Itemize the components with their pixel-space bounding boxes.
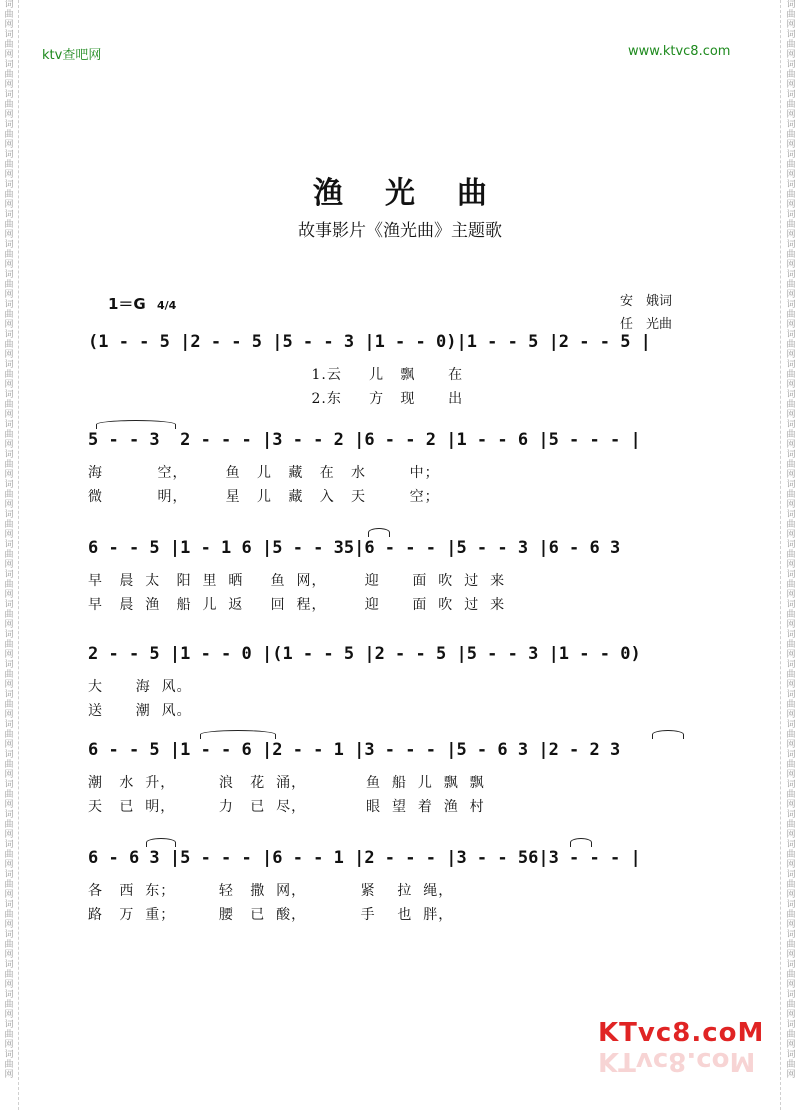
side-watermark-glyph: 曲 [786, 430, 796, 440]
site-name[interactable]: ktv查吧网 [42, 48, 102, 63]
side-watermark-glyph: 网 [786, 620, 796, 630]
side-watermark-glyph: 词 [4, 240, 14, 250]
side-watermark-glyph: 词 [4, 630, 14, 640]
side-watermark-glyph: 词 [786, 510, 796, 520]
side-watermark-glyph: 曲 [786, 610, 796, 620]
notation-line: (1 - - 5 |2 - - 5 |5 - - 3 |1 - - 0)|1 - - 5 |2 - - 5 | [88, 332, 651, 352]
side-watermark-glyph: 词 [786, 300, 796, 310]
side-watermark-glyph: 词 [786, 930, 796, 940]
side-watermark-glyph: 曲 [786, 130, 796, 140]
side-watermark-glyph: 词 [786, 750, 796, 760]
side-watermark-glyph: 曲 [4, 580, 14, 590]
side-watermark-glyph: 曲 [786, 100, 796, 110]
side-watermark-glyph: 词 [4, 750, 14, 760]
side-watermark-glyph: 曲 [786, 1000, 796, 1010]
side-watermark-glyph: 曲 [4, 130, 14, 140]
side-watermark-glyph: 网 [4, 1070, 14, 1080]
composer-credit: 任 光曲 [620, 317, 673, 332]
side-watermark-glyph: 曲 [4, 100, 14, 110]
side-watermark-glyph: 曲 [786, 310, 796, 320]
side-watermark-glyph: 网 [786, 80, 796, 90]
side-watermark-glyph: 网 [4, 620, 14, 630]
side-watermark-glyph: 曲 [786, 460, 796, 470]
side-watermark-glyph: 曲 [4, 640, 14, 650]
site-logo-reflection: KTvc8.coM [598, 1046, 756, 1076]
side-watermark-glyph: 网 [4, 110, 14, 120]
song-title: 渔光曲 [313, 176, 529, 211]
side-watermark-glyph: 曲 [786, 160, 796, 170]
side-watermark-glyph: 网 [4, 500, 14, 510]
slur-mark [652, 730, 684, 739]
lyric-verse-2: 微 明， 星 儿 藏 入 天 空； [88, 489, 440, 505]
side-watermark-glyph: 网 [4, 260, 14, 270]
side-watermark-glyph: 词 [4, 480, 14, 490]
lyric-verse-1: 早 晨 太 阳 里 晒 鱼 网， 迎 面 吹 过 来 [88, 573, 506, 589]
side-watermark-glyph: 词 [786, 870, 796, 880]
side-watermark-glyph: 词 [4, 900, 14, 910]
side-watermark-glyph: 曲 [4, 220, 14, 230]
lyric-verse-2: 送 潮 风。 [88, 703, 192, 719]
lyric-verse-2: 路 万 重； 腰 已 酸， 手 也 胖， [88, 907, 454, 923]
score-row-4 [0, 642, 800, 742]
side-watermark-glyph: 曲 [786, 970, 796, 980]
side-watermark-glyph: 曲 [4, 1030, 14, 1040]
side-watermark-glyph: 词 [4, 30, 14, 40]
side-watermark-glyph: 曲 [4, 610, 14, 620]
side-watermark-glyph: 词 [4, 180, 14, 190]
side-watermark-glyph: 词 [786, 810, 796, 820]
side-watermark-glyph: 词 [4, 960, 14, 970]
side-watermark-glyph: 曲 [4, 340, 14, 350]
side-watermark-glyph: 曲 [4, 880, 14, 890]
lyric-verse-2: 2.东 方 现 出 [88, 391, 464, 407]
side-watermark-glyph: 词 [4, 420, 14, 430]
side-watermark-glyph: 网 [4, 890, 14, 900]
side-watermark-glyph: 网 [786, 320, 796, 330]
score-row-3 [0, 536, 800, 636]
side-watermark-glyph: 网 [786, 200, 796, 210]
side-watermark-glyph: 网 [786, 860, 796, 870]
side-watermark-glyph: 曲 [786, 850, 796, 860]
side-watermark-glyph: 词 [4, 990, 14, 1000]
side-watermark-glyph: 词 [4, 780, 14, 790]
side-watermark-glyph: 网 [4, 200, 14, 210]
side-watermark-glyph: 词 [4, 300, 14, 310]
side-watermark-glyph: 词 [786, 1050, 796, 1060]
side-watermark-glyph: 词 [786, 480, 796, 490]
side-watermark-glyph: 曲 [786, 70, 796, 80]
side-watermark-glyph: 网 [786, 50, 796, 60]
side-watermark-glyph: 网 [4, 530, 14, 540]
side-watermark-glyph: 曲 [786, 370, 796, 380]
side-watermark-glyph: 曲 [786, 1030, 796, 1040]
side-watermark-glyph: 网 [4, 50, 14, 60]
side-watermark-glyph: 曲 [4, 1000, 14, 1010]
side-watermark-glyph: 曲 [4, 790, 14, 800]
side-watermark-glyph: 网 [786, 830, 796, 840]
side-watermark-glyph: 网 [786, 20, 796, 30]
side-watermark-glyph: 网 [4, 680, 14, 690]
side-watermark-glyph: 词 [786, 330, 796, 340]
side-watermark-glyph: 网 [4, 20, 14, 30]
lyricist-credit: 安 娥词 [620, 294, 673, 309]
side-watermark-glyph: 曲 [786, 580, 796, 590]
side-watermark-glyph: 词 [786, 60, 796, 70]
side-watermark-glyph: 网 [4, 920, 14, 930]
side-watermark-glyph: 词 [786, 30, 796, 40]
side-watermark-glyph: 曲 [4, 310, 14, 320]
side-watermark-glyph: 网 [786, 1040, 796, 1050]
lyric-verse-1: 各 西 东； 轻 撒 网， 紧 拉 绳， [88, 883, 454, 899]
side-watermark-glyph: 曲 [786, 400, 796, 410]
side-watermark-glyph: 网 [786, 530, 796, 540]
side-watermark-glyph: 网 [786, 440, 796, 450]
side-watermark-glyph: 词 [786, 0, 796, 10]
side-watermark-glyph: 词 [786, 960, 796, 970]
side-watermark-glyph: 网 [786, 380, 796, 390]
lyric-verse-1: 1.云 儿 飘 在 [88, 367, 464, 383]
site-url[interactable]: www.ktvc8.com [628, 44, 731, 59]
side-watermark-glyph: 词 [4, 570, 14, 580]
side-watermark-glyph: 网 [4, 320, 14, 330]
side-watermark-glyph: 网 [4, 380, 14, 390]
side-watermark-glyph: 网 [786, 980, 796, 990]
side-watermark-glyph: 曲 [786, 940, 796, 950]
key-label: 1＝G [108, 295, 146, 313]
side-watermark-glyph: 网 [4, 740, 14, 750]
side-watermark-glyph: 词 [4, 450, 14, 460]
side-watermark-glyph: 曲 [4, 520, 14, 530]
side-watermark-glyph: 曲 [4, 460, 14, 470]
side-watermark-glyph: 词 [4, 510, 14, 520]
side-watermark-glyph: 词 [4, 690, 14, 700]
side-watermark-glyph: 词 [4, 330, 14, 340]
side-watermark-glyph: 曲 [786, 880, 796, 890]
side-watermark-glyph: 曲 [786, 520, 796, 530]
side-watermark-glyph: 曲 [786, 190, 796, 200]
side-watermark-glyph: 曲 [786, 1060, 796, 1070]
side-watermark-glyph: 曲 [4, 820, 14, 830]
side-watermark-glyph: 网 [4, 170, 14, 180]
side-watermark-glyph: 词 [786, 360, 796, 370]
side-watermark-glyph: 曲 [786, 640, 796, 650]
side-watermark-glyph: 词 [4, 870, 14, 880]
side-watermark-glyph: 网 [786, 260, 796, 270]
side-watermark-glyph: 网 [786, 500, 796, 510]
notation-line: 6 - - 5 |1 - - 6 |2 - - 1 |3 - - - |5 - 6 3 |2 - 2 3 [88, 740, 621, 760]
score-row-5 [0, 738, 800, 838]
side-watermark-glyph: 曲 [4, 250, 14, 260]
side-watermark-glyph: 词 [786, 390, 796, 400]
side-watermark-glyph: 词 [786, 660, 796, 670]
side-watermark-glyph: 词 [786, 780, 796, 790]
side-watermark-glyph: 词 [786, 840, 796, 850]
side-watermark-glyph: 网 [4, 80, 14, 90]
song-subtitle: 故事影片《渔光曲》主题歌 [298, 221, 502, 241]
side-watermark-glyph: 曲 [4, 1060, 14, 1070]
lyric-verse-1: 大 海 风。 [88, 679, 192, 695]
key-signature [108, 293, 176, 314]
side-watermark-glyph: 曲 [786, 280, 796, 290]
side-watermark-glyph: 网 [4, 860, 14, 870]
side-watermark-glyph: 曲 [4, 70, 14, 80]
side-watermark-glyph: 网 [786, 560, 796, 570]
side-watermark-glyph: 词 [786, 420, 796, 430]
side-watermark-glyph: 网 [4, 650, 14, 660]
side-watermark-glyph: 曲 [786, 730, 796, 740]
side-watermark-glyph: 网 [786, 170, 796, 180]
side-watermark-glyph: 网 [786, 230, 796, 240]
side-watermark-glyph: 网 [786, 890, 796, 900]
side-watermark-glyph: 曲 [786, 700, 796, 710]
side-watermark-glyph: 网 [4, 950, 14, 960]
side-watermark-glyph: 网 [786, 680, 796, 690]
side-watermark-glyph: 网 [4, 410, 14, 420]
side-watermark-glyph: 词 [4, 930, 14, 940]
side-watermark-glyph: 词 [4, 120, 14, 130]
side-watermark-glyph: 词 [4, 810, 14, 820]
side-watermark-glyph: 词 [4, 0, 14, 10]
side-watermark-glyph: 网 [786, 110, 796, 120]
side-watermark-glyph: 词 [4, 90, 14, 100]
side-watermark-glyph: 曲 [4, 160, 14, 170]
side-watermark-glyph: 曲 [786, 10, 796, 20]
side-watermark-glyph: 词 [4, 1020, 14, 1030]
side-watermark-glyph: 网 [4, 770, 14, 780]
side-watermark-glyph: 曲 [4, 40, 14, 50]
side-watermark-glyph: 词 [786, 600, 796, 610]
score-row-1 [0, 330, 800, 430]
side-watermark-glyph: 曲 [786, 910, 796, 920]
side-watermark-glyph: 网 [786, 950, 796, 960]
side-watermark-glyph: 词 [786, 120, 796, 130]
side-watermark-glyph: 网 [4, 980, 14, 990]
side-watermark-glyph: 词 [786, 150, 796, 160]
side-watermark-glyph: 曲 [786, 790, 796, 800]
side-watermark-glyph: 网 [786, 1010, 796, 1020]
side-watermark-glyph: 网 [786, 140, 796, 150]
side-watermark-glyph: 词 [4, 150, 14, 160]
side-watermark-glyph: 词 [786, 570, 796, 580]
side-watermark-glyph: 曲 [4, 670, 14, 680]
side-watermark-glyph: 曲 [4, 700, 14, 710]
side-watermark-glyph: 词 [786, 990, 796, 1000]
side-watermark-glyph: 词 [4, 390, 14, 400]
side-watermark-glyph: 网 [786, 650, 796, 660]
side-watermark-glyph: 网 [786, 590, 796, 600]
side-watermark-glyph: 网 [4, 230, 14, 240]
side-watermark-glyph: 网 [4, 470, 14, 480]
side-watermark-glyph: 网 [4, 560, 14, 570]
side-watermark-glyph: 词 [786, 540, 796, 550]
notation-line: 6 - 6 3 |5 - - - |6 - - 1 |2 - - - |3 - - 56|3 - - - | [88, 848, 641, 868]
side-watermark-glyph: 词 [786, 690, 796, 700]
side-watermark-glyph: 曲 [4, 400, 14, 410]
side-watermark-glyph: 曲 [786, 820, 796, 830]
side-watermark-glyph: 曲 [4, 910, 14, 920]
side-watermark-glyph: 网 [786, 710, 796, 720]
score-row-2 [0, 428, 800, 528]
side-watermark-glyph: 曲 [4, 850, 14, 860]
notation-line: 2 - - 5 |1 - - 0 |(1 - - 5 |2 - - 5 |5 - - 3 |1 - - 0) [88, 644, 641, 664]
side-watermark-glyph: 曲 [4, 430, 14, 440]
side-watermark-glyph: 曲 [786, 490, 796, 500]
notation-line: 6 - - 5 |1 - 1 6 |5 - - 35|6 - - - |5 - - 3 |6 - 6 3 [88, 538, 621, 558]
side-watermark-glyph: 网 [4, 830, 14, 840]
side-watermark-glyph: 曲 [4, 490, 14, 500]
side-watermark-glyph: 网 [786, 1070, 796, 1080]
side-watermark-glyph: 网 [4, 290, 14, 300]
side-watermark-glyph: 网 [786, 410, 796, 420]
side-watermark-glyph: 曲 [786, 220, 796, 230]
side-watermark-glyph: 词 [786, 720, 796, 730]
side-watermark-glyph: 词 [786, 450, 796, 460]
side-watermark-glyph: 词 [4, 840, 14, 850]
side-watermark-glyph: 网 [786, 470, 796, 480]
side-watermark-glyph: 网 [4, 800, 14, 810]
side-watermark-glyph: 网 [4, 440, 14, 450]
side-watermark-glyph: 词 [4, 270, 14, 280]
side-watermark-glyph: 曲 [4, 190, 14, 200]
side-watermark-glyph: 曲 [4, 10, 14, 20]
side-watermark-glyph: 曲 [4, 760, 14, 770]
side-watermark-glyph: 网 [4, 1040, 14, 1050]
side-watermark-glyph: 词 [4, 600, 14, 610]
side-watermark-glyph: 网 [786, 290, 796, 300]
side-watermark-glyph: 网 [4, 1010, 14, 1020]
side-watermark-glyph: 词 [786, 180, 796, 190]
side-watermark-glyph: 曲 [786, 340, 796, 350]
side-watermark-glyph: 词 [4, 360, 14, 370]
lyric-verse-1: 潮 水 升， 浪 花 涌， 鱼 船 儿 飘 飘 [88, 775, 485, 791]
side-watermark-glyph: 词 [4, 720, 14, 730]
notation-line: 5 - - 3 2 - - - |3 - - 2 |6 - - 2 |1 - - 6 |5 - - - | [88, 430, 641, 450]
side-watermark-glyph: 曲 [4, 280, 14, 290]
side-watermark-glyph: 网 [786, 800, 796, 810]
side-watermark-glyph: 曲 [4, 370, 14, 380]
side-watermark-glyph: 曲 [786, 250, 796, 260]
side-watermark-glyph: 网 [786, 350, 796, 360]
side-watermark-glyph: 曲 [4, 730, 14, 740]
side-watermark-glyph: 词 [786, 210, 796, 220]
side-watermark-glyph: 网 [4, 590, 14, 600]
side-watermark-glyph: 曲 [4, 550, 14, 560]
side-watermark-glyph: 曲 [786, 670, 796, 680]
side-watermark-glyph: 词 [786, 270, 796, 280]
lyric-verse-1: 海 空， 鱼 儿 藏 在 水 中； [88, 465, 440, 481]
site-logo: KTvc8.coM [598, 1018, 765, 1048]
side-watermark-glyph: 词 [786, 90, 796, 100]
time-signature: 4/4 [156, 299, 177, 312]
score-row-6 [0, 846, 800, 946]
side-watermark-glyph: 曲 [4, 970, 14, 980]
side-watermark-glyph: 曲 [786, 550, 796, 560]
lyric-verse-2: 天 已 明， 力 已 尽， 眼 望 着 渔 村 [88, 799, 485, 815]
side-watermark-glyph: 词 [786, 1020, 796, 1030]
lyric-verse-2: 早 晨 渔 船 儿 返 回 程， 迎 面 吹 过 来 [88, 597, 506, 613]
side-watermark-glyph: 词 [786, 630, 796, 640]
side-watermark-glyph: 曲 [786, 760, 796, 770]
side-watermark-glyph: 网 [786, 770, 796, 780]
side-watermark-glyph: 曲 [4, 940, 14, 950]
side-watermark-glyph: 曲 [786, 40, 796, 50]
side-watermark-glyph: 网 [4, 710, 14, 720]
side-watermark-glyph: 词 [4, 1050, 14, 1060]
side-watermark-glyph: 网 [786, 740, 796, 750]
side-watermark-glyph: 词 [4, 60, 14, 70]
side-watermark-glyph: 网 [786, 920, 796, 930]
side-watermark-glyph: 词 [786, 240, 796, 250]
side-watermark-glyph: 网 [4, 140, 14, 150]
side-watermark-glyph: 词 [4, 210, 14, 220]
side-watermark-glyph: 词 [4, 660, 14, 670]
side-watermark-glyph: 词 [786, 900, 796, 910]
side-watermark-glyph: 网 [4, 350, 14, 360]
side-watermark-glyph: 词 [4, 540, 14, 550]
